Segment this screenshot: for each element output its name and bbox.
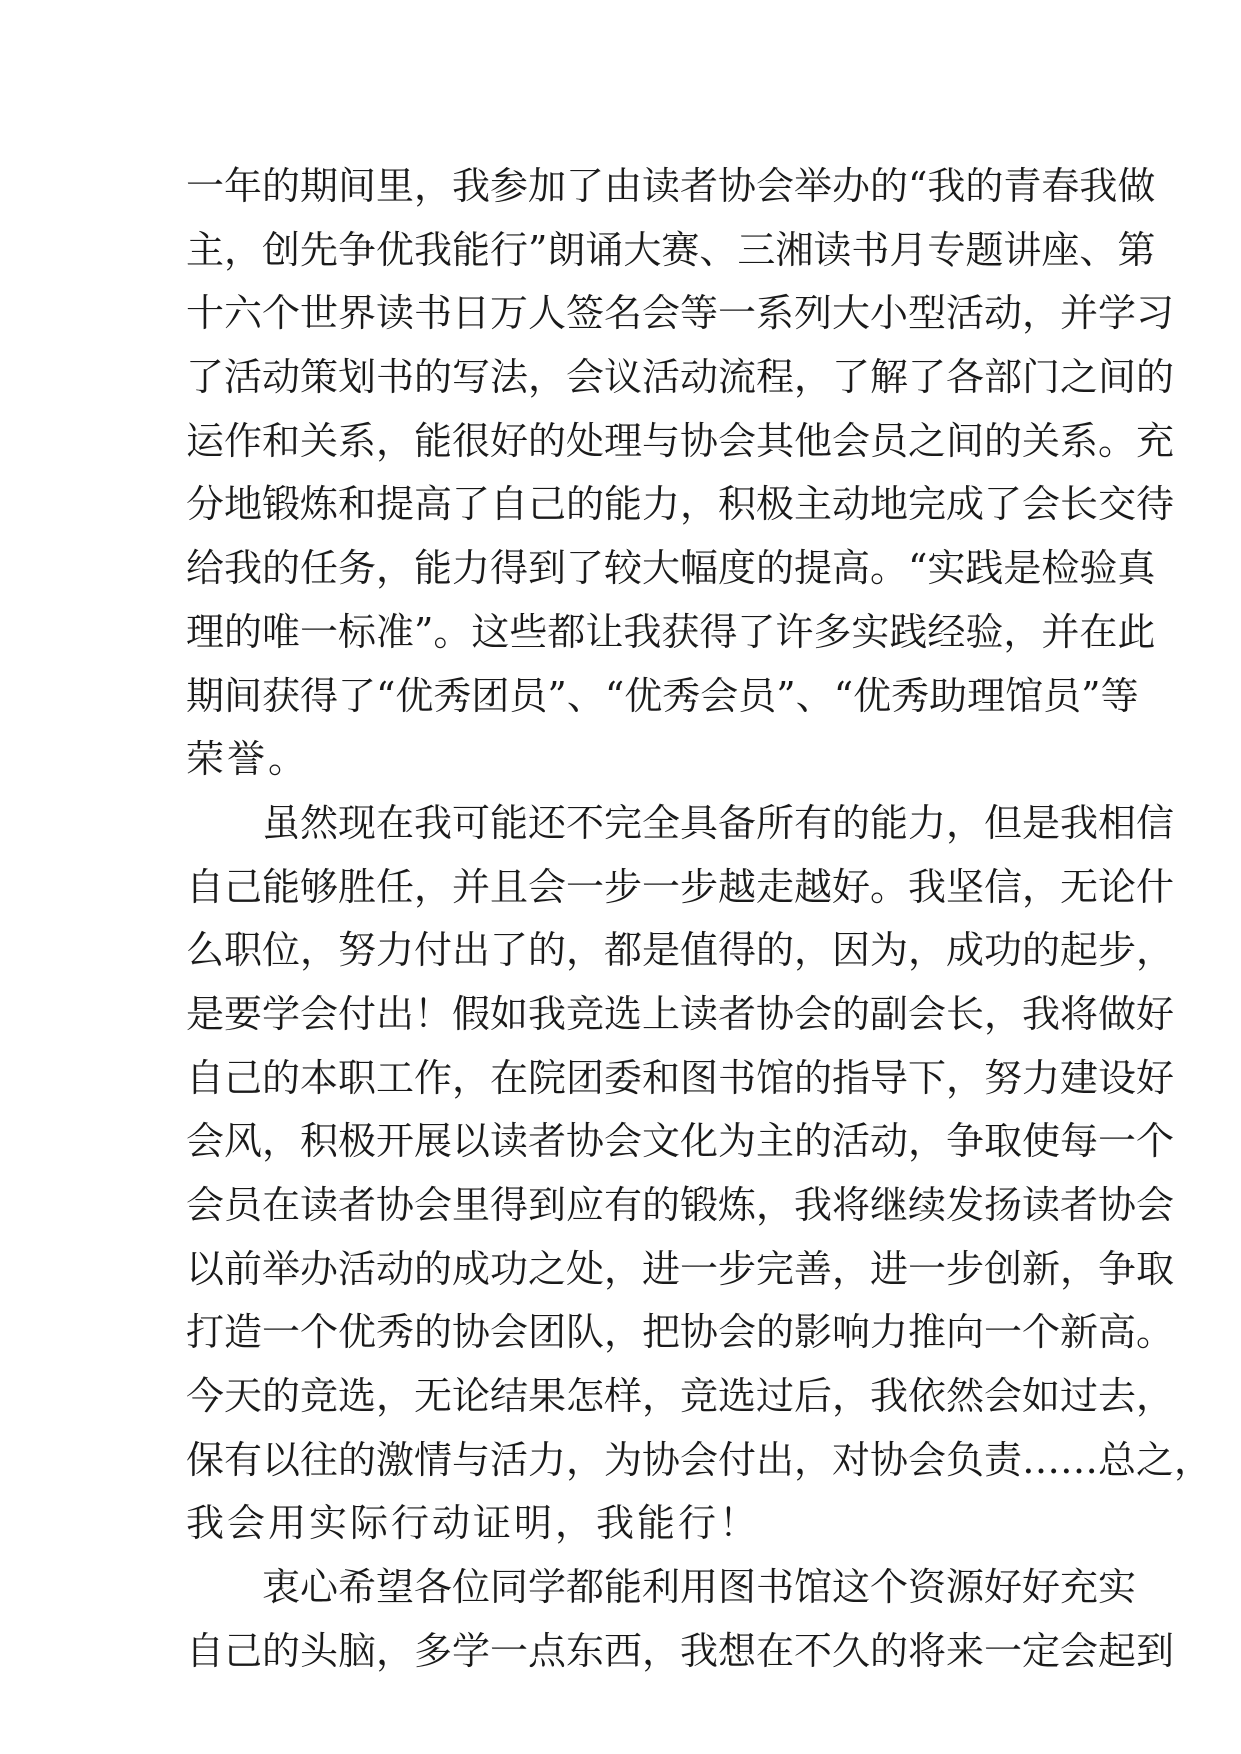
- text-line: 主，创先争优我能行”朗诵大赛、三湘读书月专题讲座、第: [186, 227, 1156, 272]
- text-line: 会员在读者协会里得到应有的锻炼，我将继续发扬读者协会: [186, 1183, 1175, 1227]
- text-line: 虽然现在我可能还不完全具备所有的能力，但是我相信: [262, 800, 1175, 845]
- text-line: 今天的竞选，无论结果怎样，竞选过后，我依然会如过去，: [186, 1374, 1175, 1419]
- text-line: 衷心希望各位同学都能利用图书馆这个资源好好充实: [262, 1565, 1137, 1610]
- body-text: [186, 155, 1213, 1684]
- text-line: 分地锻炼和提高了自己的能力，积极主动地完成了会长交待: [186, 482, 1175, 527]
- text-line: 了活动策划书的写法，会议活动流程，了解了各部门之间的: [186, 355, 1175, 400]
- text-line: 给我的任务，能力得到了较大幅度的提高。“实践是检验真: [186, 546, 1156, 591]
- text-line: 十六个世界读书日万人签名会等一系列大小型活动，并学习: [186, 291, 1175, 336]
- text-line: 理的唯一标准”。这些都让我获得了许多实践经验，并在此: [186, 609, 1156, 654]
- text-line: 运作和关系，能很好的处理与协会其他会员之间的关系。充: [186, 418, 1175, 463]
- text-line: 一年的期间里，我参加了由读者协会举办的“我的青春我做: [186, 164, 1156, 208]
- text-line: 会风，积极开展以读者协会文化为主的活动，争取使每一个: [186, 1119, 1175, 1164]
- text-line: 自己的头脑，多学一点东西，我想在不久的将来一定会起到: [186, 1628, 1175, 1673]
- text-line: 么职位，努力付出了的，都是值得的，因为，成功的起步，: [186, 928, 1175, 973]
- text-line: 打造一个优秀的协会团队，把协会的影响力推向一个新高。: [186, 1310, 1175, 1355]
- text-line: 自己的本职工作，在院团委和图书馆的指导下，努力建设好: [186, 1055, 1175, 1100]
- text-line: 保有以往的激情与活力，为协会付出，对协会负责……总之，: [186, 1437, 1213, 1482]
- text-line: 自己能够胜任，并且会一步一步越走越好。我坚信，无论什: [186, 864, 1175, 909]
- text-line: 期间获得了“优秀团员”、“优秀会员”、“优秀助理馆员”等: [186, 673, 1139, 718]
- text-line: 荣誉。: [186, 737, 310, 782]
- text-line: 我会用实际行动证明，我能行！: [186, 1501, 761, 1546]
- text-line: 是要学会付出！假如我竞选上读者协会的副会长，我将做好: [186, 991, 1175, 1036]
- text-line: 以前举办活动的成功之处，进一步完善，进一步创新，争取: [186, 1246, 1175, 1291]
